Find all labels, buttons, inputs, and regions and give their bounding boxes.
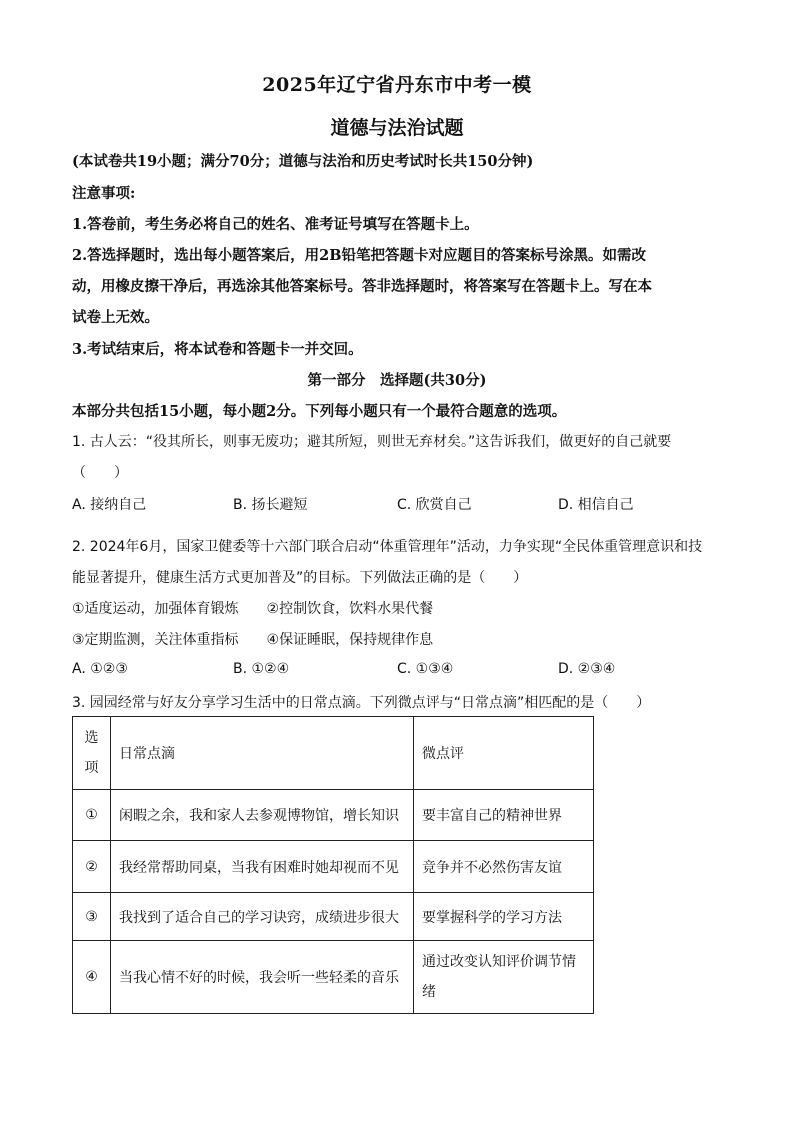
q1-stem-line-1: 1. 古人云：“役其所长，则事无废功；避其所短，则世无弃材矣。”这告诉我们，做更好的自己就要 (72, 434, 672, 450)
exam-info: (本试卷共19小题；满分70分；道德与法治和历史考试时长共150分钟) (72, 153, 534, 170)
row-comment-cell: 竞争并不必然伤害友谊 (414, 841, 594, 893)
q3-stem: 3. 园园经常与好友分享学习生活中的日常点滴。下列微点评与“日常点滴”相匹配的是（ ） (72, 695, 651, 711)
q2-choices-line-1: ①适度运动，加强体育锻炼 ②控制饮食，饮料水果代餐 (72, 601, 434, 617)
notice-item-2-line-2: 动，用橡皮擦干净后，再选涂其他答案标号。答非选择题时，将答案写在答题卡上。写在本 (72, 278, 652, 295)
exam-subject-title: 道德与法治试题 (330, 117, 464, 139)
notice-heading: 注意事项: (72, 185, 136, 202)
header-option-cell (73, 717, 111, 790)
q1-stem-line-2: （ ） (72, 465, 128, 481)
row-comment-line-2: 绪 (422, 984, 436, 1000)
row-comment-cell: 要丰富自己的精神世界 (414, 790, 594, 841)
row-option-cell: ② (73, 841, 111, 893)
q1-option-a: A. 接纳自己 (72, 497, 147, 513)
q2-option-b: B. ①②④ (233, 661, 290, 677)
row-comment-cell (414, 941, 594, 1014)
section-instruction: 本部分共包括15小题，每小题2分。下列每小题只有一个最符合题意的选项。 (72, 403, 567, 420)
row-comment-cell: 要掌握科学的学习方法 (414, 893, 594, 941)
q1-option-c: C. 欣赏自己 (397, 497, 472, 513)
q2-choices-line-2: ③定期监测，关注体重指标 ④保证睡眠，保持规律作息 (72, 632, 434, 648)
row-option-cell: ④ (73, 941, 111, 1014)
header-option-line-1: 选 (84, 730, 99, 746)
q2-stem-line-1: 2. 2024年6月，国家卫健委等十六部门联合启动“体重管理年”活动，力争实现“全民体重管理意识和技 (72, 539, 703, 555)
q1-option-b: B. 扬长避短 (233, 497, 308, 513)
row-option-cell: ① (73, 790, 111, 841)
notice-item-1: 1.答卷前，考生务必将自己的姓名、准考证号填写在答题卡上。 (72, 216, 479, 233)
notice-item-2-line-3: 试卷上无效。 (72, 309, 159, 326)
row-option-cell: ③ (73, 893, 111, 941)
row-comment-line-1: 通过改变认知评价调节情 (422, 954, 576, 970)
table-row (73, 893, 594, 941)
row-daily-cell: 我找到了适合自己的学习诀窍，成绩进步很大 (111, 893, 414, 941)
table-row (73, 941, 594, 1014)
exam-title: 2025年辽宁省丹东市中考一模 (262, 74, 532, 96)
q2-option-d: D. ②③④ (558, 661, 616, 677)
q1-option-d: D. 相信自己 (558, 497, 634, 513)
table-row (73, 790, 594, 841)
q3-table (72, 716, 594, 1014)
row-daily-cell: 我经常帮助同桌，当我有困难时她却视而不见 (111, 841, 414, 893)
row-daily-cell: 当我心情不好的时候，我会听一些轻柔的音乐 (111, 941, 414, 1014)
section-title: 第一部分 选择题(共30分) (307, 372, 487, 389)
notice-item-3: 3.考试结束后，将本试卷和答题卡一并交回。 (72, 341, 363, 358)
header-daily-cell: 日常点滴 (111, 717, 414, 790)
row-daily-cell: 闲暇之余，我和家人去参观博物馆，增长知识 (111, 790, 414, 841)
notice-item-2-line-1: 2.答选择题时，选出每小题答案后，用2B铅笔把答题卡对应题目的答案标号涂黑。如需改 (72, 247, 646, 264)
q2-stem-line-2: 能显著提升，健康生活方式更加普及”的目标。下列做法正确的是（ ） (72, 570, 528, 586)
header-comment-cell: 微点评 (414, 717, 594, 790)
table-header-row (73, 717, 594, 790)
q2-option-c: C. ①③④ (397, 661, 454, 677)
header-option-line-2: 项 (84, 760, 99, 776)
table-row (73, 841, 594, 893)
q2-option-a: A. ①②③ (72, 661, 128, 677)
